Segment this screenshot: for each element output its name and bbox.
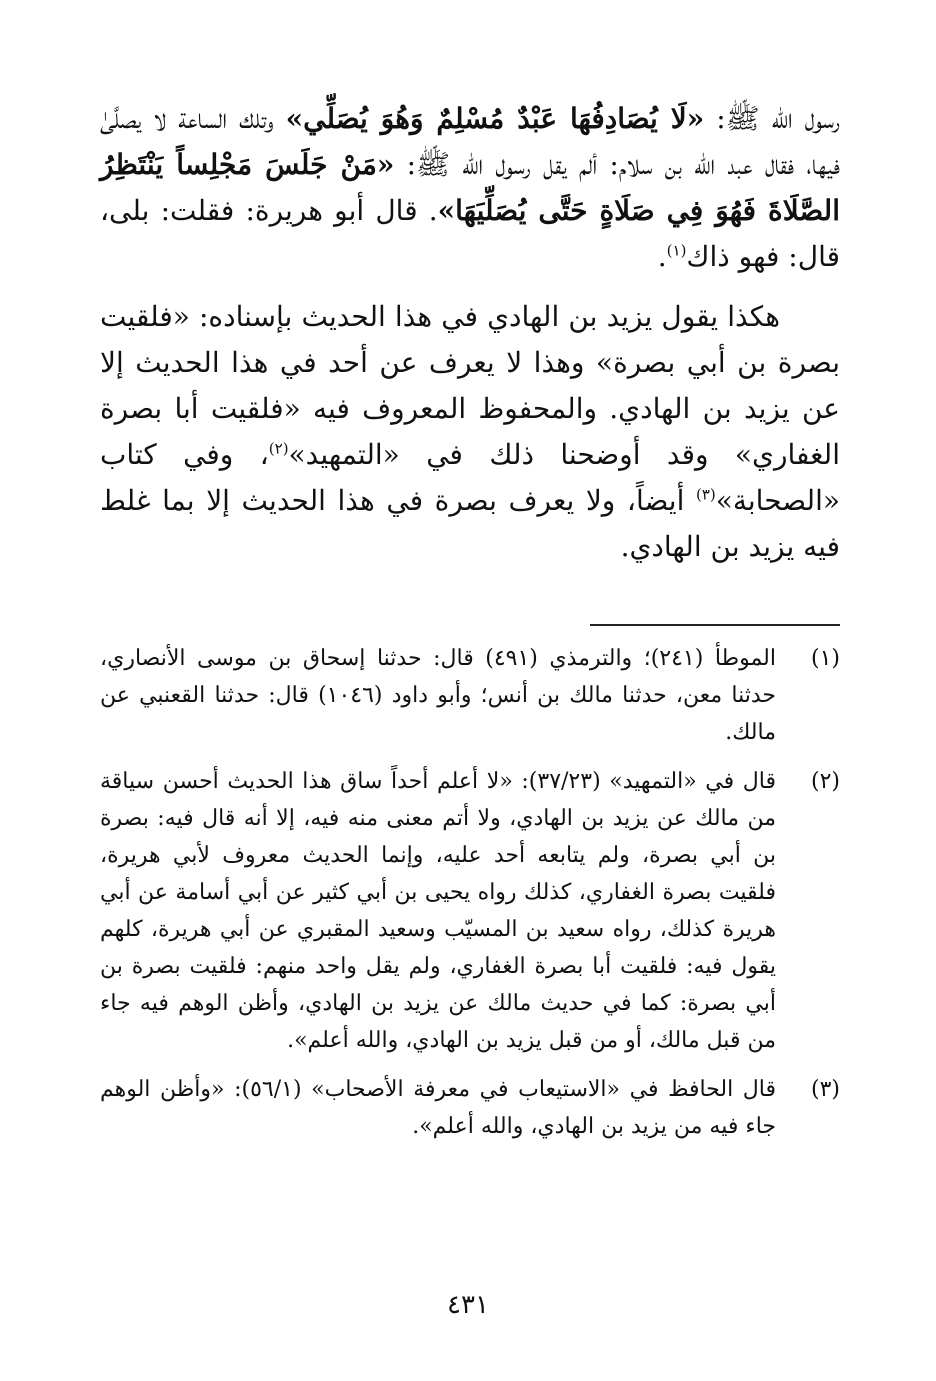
paragraph-hadith [100,96,840,280]
footnote-number: (١) [810,646,840,671]
footnote-3 [100,1071,840,1145]
text-segment: رسول الله ﷺ: [704,102,840,135]
footnote-ref[interactable]: (٣) [695,485,716,504]
footnote-ref[interactable]: (١) [666,241,687,260]
footnotes [100,640,840,1157]
footnote-text: قال الحافظ في «الاستيعاب في معرفة الأصحاب» (٥٦/١): «وأظن الوهم جاء فيه من يزيد بن الهادي، والله أعلم». [100,1077,777,1139]
text-segment: أيضاً، ولا يعرف بصرة في هذا الحديث إلا بما غلط فيه يزيد بن الهادي. [100,484,840,563]
text-segment: وتلك الساعة لا يصلَّىٰ فيها، فقال عبد الله بن سلام: ألم يقل رسول الله ﷺ: [100,102,840,181]
footnote-1 [100,640,840,751]
footnote-number: (٢) [810,769,840,794]
footnote-2 [100,763,840,1059]
main-text [100,96,840,570]
paragraph-commentary [100,294,840,570]
hadith-quote: «مَنْ جَلَسَ مَجْلِساً يَنْتَظِرُ الصَّلَاةَ فَهُوَ فِي صَلَاةٍ حَتَّى يُصَلِّيَهَا» [100,148,840,227]
footnote-ref[interactable]: (٢) [268,439,289,458]
footnote-separator [590,624,840,626]
text-segment: . قال أبو هريرة: فقلت: بلى، قال: فهو ذاك [100,194,840,273]
text-segment: هكذا يقول يزيد بن الهادي في هذا الحديث بإسناده: «فلقيت بصرة بن أبي بصرة» وهذا لا يعرف عن أحد في هذا الحديث إلا عن يزيد بن الهادي. والمحفوظ المعروف فيه «فلقيت أبا بصرة الغفاري» وقد أوضحنا ذلك في «التمهيد» [100,300,840,471]
text-segment: . [657,240,667,273]
page-number: ٤٣١ [447,1290,489,1320]
text-segment: ، وفي كتاب «الصحابة» [100,438,840,517]
footnote-text: الموطأ (٢٤١)؛ والترمذي (٤٩١) قال: حدثنا إسحاق بن موسى الأنصاري، حدثنا معن، حدثنا مالك بن أنس؛ وأبو داود (١٠٤٦) قال: حدثنا القعنبي عن مالك. [100,646,776,745]
hadith-quote: «لَا يُصَادِفُهَا عَبْدٌ مُسْلِمٌ وَهُوَ يُصَلِّي» [285,102,705,135]
footnote-text: قال في «التمهيد» (٣٧/٢٣): «لا أعلم أحداً ساق هذا الحديث أحسن سياقة من مالك عن يزيد بن الهادي، ولا أتم معنى منه فيه، إلا أنه قال فيه: بصرة بن أبي بصرة، ولم يتابعه أحد عليه، وإنما الحديث معروف لأبي هريرة، فلقيت بصرة الغفاري، كذلك رواه يحيى بن أبي كثير عن أبي أسامة عن أبي هريرة كذلك، رواه سعيد بن المسيّب وسعيد المقبري عن أبي هريرة، كلهم يقول فيه: فلقيت أبا بصرة الغفاري، ولم يقل واحد منهم: فلقيت بصرة بن أبي بصرة: كما في حديث مالك عن يزيد بن الهادي، وأظن الوهم فيه جاء من قبل مالك، أو من قبل يزيد بن الهادي، والله أعلم». [100,769,776,1053]
footnote-number: (٣) [810,1077,840,1102]
